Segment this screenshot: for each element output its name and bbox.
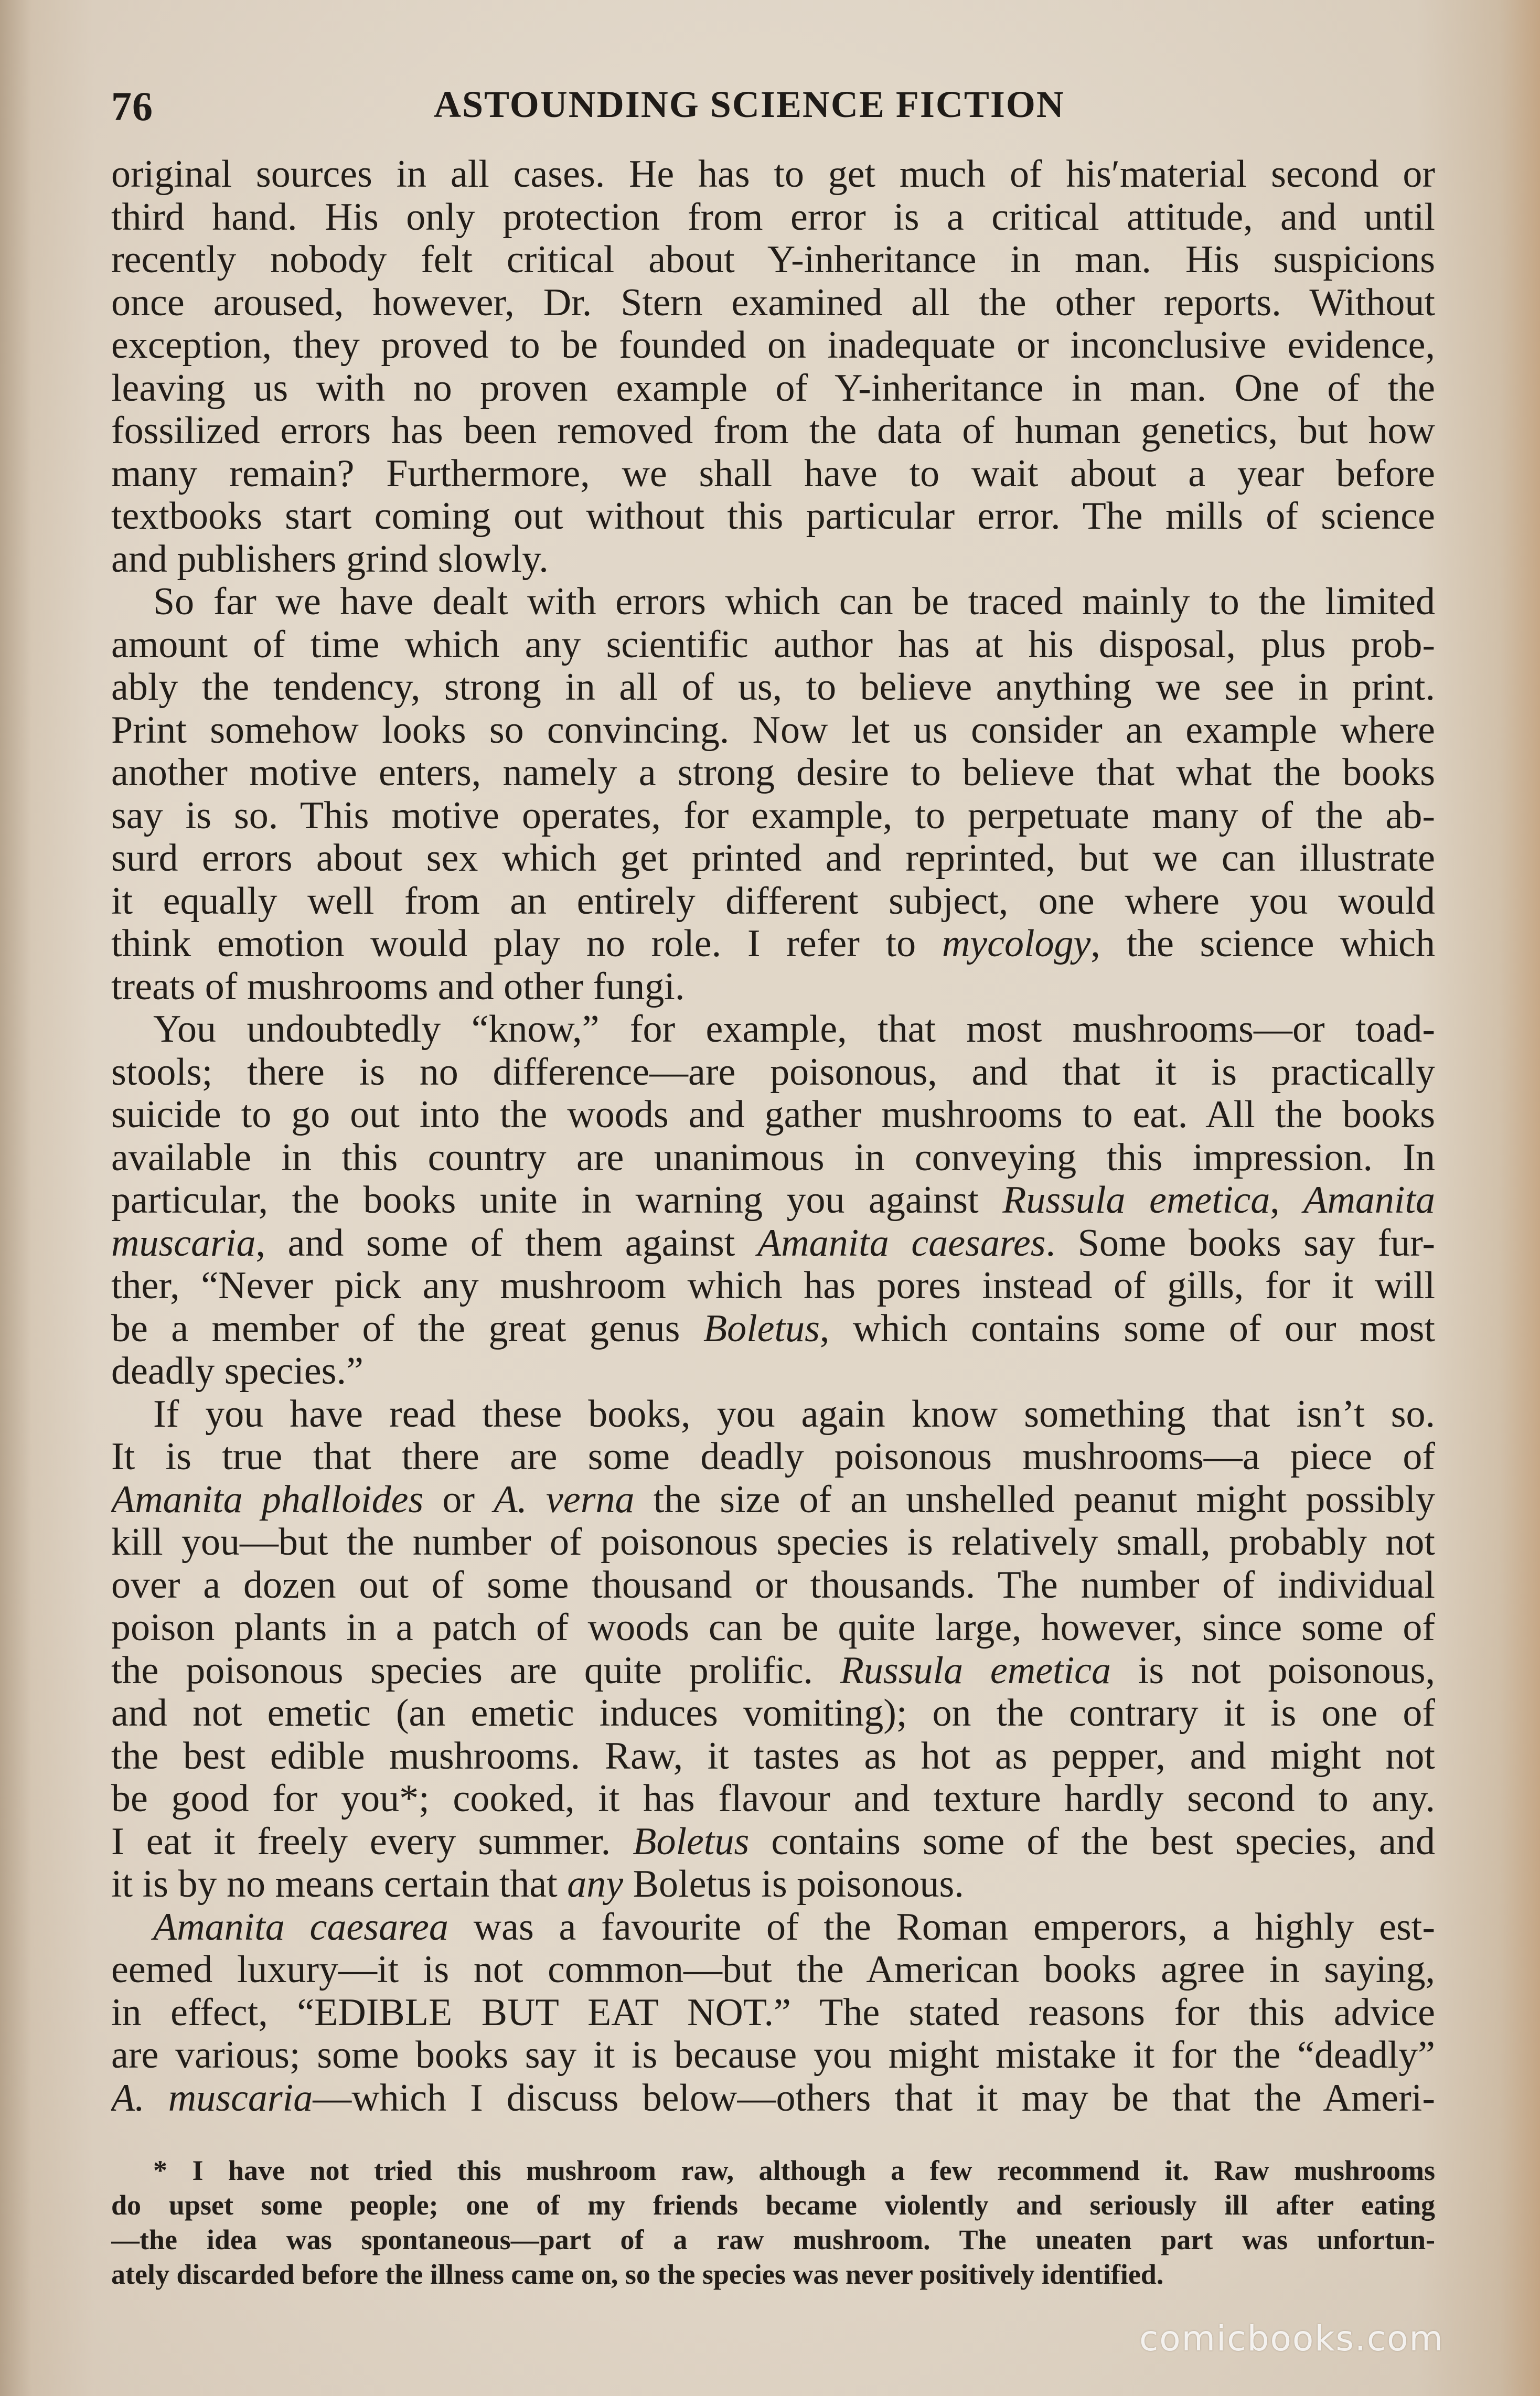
text-run: deadly species.” xyxy=(111,1350,363,1393)
text-line xyxy=(111,1821,1435,1864)
italic-text: Boletus xyxy=(633,1820,750,1863)
text-line xyxy=(111,624,1435,667)
article-body xyxy=(111,153,1435,2120)
text-run: be a member of the great genus xyxy=(111,1307,703,1350)
text-run: , which contains some of our most xyxy=(819,1307,1435,1350)
text-run: it equally well from an entirely different subject, one where you would xyxy=(111,880,1435,923)
text-line xyxy=(111,1051,1435,1094)
text-run: another motive enters, namely a strong desire to believe that what the books xyxy=(111,752,1435,794)
italic-text: Amanita caesarea xyxy=(153,1906,448,1949)
text-run: once aroused, however, Dr. Stern examined all the other reports. Without xyxy=(111,281,1435,324)
text-run: was a favourite of the Roman emperors, a highly est- xyxy=(448,1906,1435,1949)
italic-text: A. muscaria xyxy=(111,2077,313,2120)
text-run: particular, the books unite in warning you against xyxy=(111,1179,1003,1222)
text-run: the best edible mushrooms. Raw, it tastes as hot as pepper, and might not xyxy=(111,1735,1435,1778)
text-run: original sources in all cases. He has to get much of his′material second or xyxy=(111,153,1435,196)
text-line xyxy=(111,282,1435,325)
italic-text: Russula emetica xyxy=(840,1649,1111,1692)
text-line xyxy=(111,1607,1435,1650)
text-line xyxy=(111,2077,1435,2120)
text-run: textbooks start coming out without this particular error. The mills of science xyxy=(111,495,1435,538)
text-run: If you have read these books, you again know something that isn’t so. xyxy=(153,1393,1435,1436)
text-line xyxy=(111,1094,1435,1137)
text-line xyxy=(111,837,1435,880)
text-run: . Some books say fur- xyxy=(1045,1222,1435,1265)
text-run: fossilized errors has been removed from the data of human genetics, but how xyxy=(111,410,1435,452)
text-run: , the science which xyxy=(1090,923,1435,965)
text-line xyxy=(111,709,1435,752)
text-line xyxy=(111,923,1435,966)
text-run: over a dozen out of some thousand or thousands. The number of individual xyxy=(111,1564,1435,1607)
text-run: available in this country are unanimous in conveying this impression. In xyxy=(111,1136,1435,1179)
footnote-line: * I have not tried this mushroom raw, although a few recommend it. Raw mushrooms xyxy=(153,2155,1435,2186)
text-run: So far we have dealt with errors which can be traced mainly to the limited xyxy=(153,581,1435,623)
text-line xyxy=(111,666,1435,709)
text-run: poison plants in a patch of woods can be quite large, however, since some of xyxy=(111,1607,1435,1649)
text-line xyxy=(111,1692,1435,1735)
text-run: amount of time which any scientific author has at his disposal, plus prob- xyxy=(111,623,1435,666)
running-head: ASTOUNDING SCIENCE FICTION xyxy=(434,83,1065,125)
text-line xyxy=(111,1906,1435,1949)
text-line xyxy=(111,239,1435,282)
text-line xyxy=(111,1222,1435,1265)
italic-text: muscaria xyxy=(111,1222,256,1265)
italic-text: Boletus xyxy=(703,1307,820,1350)
text-run: it is by no means certain that xyxy=(111,1863,568,1906)
text-run: and publishers grind slowly. xyxy=(111,538,549,581)
text-line xyxy=(111,1308,1435,1351)
italic-text: Russula emetica xyxy=(1002,1179,1270,1222)
text-run: eemed luxury—it is not common—but the American books agree in saying, xyxy=(111,1949,1435,1991)
text-run: say is so. This motive operates, for example, to perpetuate many of the ab- xyxy=(111,794,1435,837)
text-line xyxy=(111,453,1435,496)
watermark: comicbooks.com xyxy=(1139,2318,1444,2359)
text-run: the size of an unshelled peanut might possibly xyxy=(634,1478,1435,1521)
text-run: , and some of them against xyxy=(255,1222,757,1265)
text-run: surd errors about sex which get printed and reprinted, but we can illustrate xyxy=(111,837,1435,880)
text-line xyxy=(111,795,1435,838)
text-line xyxy=(111,1735,1435,1778)
text-run: stools; there is no difference—are poisonous, and that it is practically xyxy=(111,1051,1435,1094)
italic-text: mycology xyxy=(942,923,1091,965)
text-line xyxy=(111,752,1435,795)
text-run: ably the tendency, strong in all of us, to believe anything we see in print. xyxy=(111,666,1435,709)
text-run: I eat it freely every summer. xyxy=(111,1820,633,1863)
text-line xyxy=(111,581,1435,624)
text-line xyxy=(111,410,1435,453)
text-run: Boletus is poisonous. xyxy=(623,1863,964,1906)
text-run: many remain? Furthermore, we shall have to wait about a year before xyxy=(111,452,1435,495)
text-line xyxy=(111,1436,1435,1479)
text-run: exception, they proved to be founded on inadequate or inconclusive evidence, xyxy=(111,324,1435,367)
text-line xyxy=(111,367,1435,410)
text-line xyxy=(111,1179,1435,1222)
text-line xyxy=(111,1863,1435,1906)
text-run: think emotion would play no role. I refer to xyxy=(111,923,942,965)
page-header xyxy=(111,83,1435,141)
text-line xyxy=(111,1008,1435,1051)
text-line xyxy=(111,1265,1435,1308)
footnote-line: ately discarded before the illness came on, so the species was never positively identified. xyxy=(111,2259,1164,2290)
text-line xyxy=(111,1393,1435,1436)
footnote-line: do upset some people; one of my friends became violently and seriously ill after eating xyxy=(111,2189,1435,2221)
text-line xyxy=(111,324,1435,367)
text-line xyxy=(111,153,1435,196)
text-line xyxy=(111,1778,1435,1821)
text-run: kill you—but the number of poisonous species is relatively small, probably not xyxy=(111,1521,1435,1564)
text-run: suicide to go out into the woods and gather mushrooms to eat. All the books xyxy=(111,1094,1435,1136)
text-run: ther, “Never pick any mushroom which has pores instead of gills, for it will xyxy=(111,1265,1435,1307)
text-line xyxy=(111,1650,1435,1693)
text-line xyxy=(111,880,1435,923)
italic-text: Amanita xyxy=(1303,1179,1435,1222)
text-line xyxy=(111,538,1435,581)
text-line xyxy=(111,1350,1435,1393)
text-line xyxy=(111,1137,1435,1180)
text-run: and not emetic (an emetic induces vomiting); on the contrary it is one of xyxy=(111,1692,1435,1735)
text-run: Print somehow looks so convincing. Now let us consider an example where xyxy=(111,709,1435,752)
text-run: the poisonous species are quite prolific. xyxy=(111,1649,840,1692)
footnote-line: —the idea was spontaneous—part of a raw mushroom. The uneaten part was unfortun- xyxy=(111,2224,1435,2255)
text-line xyxy=(111,495,1435,538)
text-line xyxy=(111,1521,1435,1564)
text-run: , xyxy=(1270,1179,1304,1222)
text-run: It is true that there are some deadly poisonous mushrooms—a piece of xyxy=(111,1436,1435,1478)
text-run: third hand. His only protection from error is a critical attitude, and until xyxy=(111,196,1435,239)
text-line xyxy=(111,2034,1435,2077)
footnote xyxy=(111,2153,1435,2292)
text-run: —which I discuss below—others that it may be that the Ameri- xyxy=(313,2077,1435,2120)
text-line xyxy=(111,1479,1435,1522)
italic-text: any xyxy=(567,1863,624,1906)
text-run: contains some of the best species, and xyxy=(749,1820,1435,1863)
text-run: or xyxy=(423,1478,494,1521)
page-number: 76 xyxy=(111,83,153,129)
text-line xyxy=(111,196,1435,239)
text-run: be good for you*; cooked, it has flavour and texture hardly second to any. xyxy=(111,1778,1435,1820)
text-run: are various; some books say it is because you might mistake it for the “deadly” xyxy=(111,2034,1435,2077)
italic-text: Amanita phalloides xyxy=(111,1478,424,1521)
text-line xyxy=(111,1992,1435,2035)
italic-text: A. verna xyxy=(494,1478,635,1521)
text-run: leaving us with no proven example of Y-inheritance in man. One of the xyxy=(111,367,1435,410)
text-run: treats of mushrooms and other fungi. xyxy=(111,965,685,1008)
text-line xyxy=(111,1949,1435,1992)
text-run: You undoubtedly “know,” for example, that most mushrooms—or toad- xyxy=(153,1008,1435,1051)
text-run: is not poisonous, xyxy=(1111,1649,1435,1692)
italic-text: Amanita caesares xyxy=(757,1222,1046,1265)
text-line xyxy=(111,1564,1435,1607)
text-run: in effect, “EDIBLE BUT EAT NOT.” The stated reasons for this advice xyxy=(111,1991,1435,2034)
text-run: recently nobody felt critical about Y-inheritance in man. His suspicions xyxy=(111,239,1435,281)
text-line xyxy=(111,966,1435,1009)
